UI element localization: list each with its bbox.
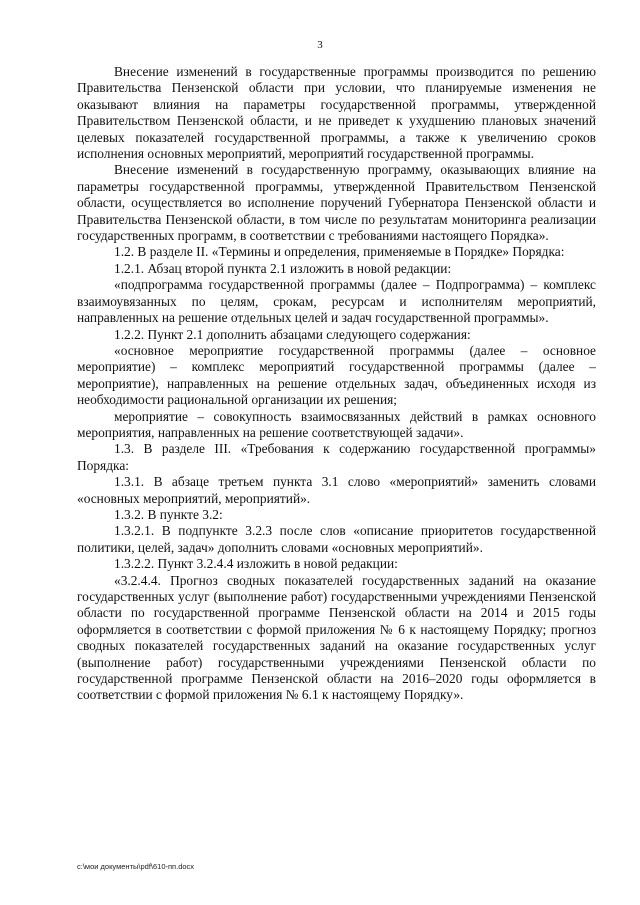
document-body: [77, 64, 596, 704]
paragraph-1-3-1: 1.3.1. В абзаце третьем пункта 3.1 слово «мероприятий» заменить словами «основных мероприятий, мероприятий».: [77, 474, 596, 506]
paragraph-1-3-2-2: 1.3.2.2. Пункт 3.2.4.4 изложить в новой редакции:: [114, 556, 398, 572]
paragraph-1-3-2-1: 1.3.2.1. В подпункте 3.2.3 после слов «описание приоритетов государственной политики, целей, задач» дополнить словами «основных мероприятий».: [77, 523, 596, 555]
paragraph-1-3-2: 1.3.2. В пункте 3.2:: [114, 506, 223, 522]
paragraph-amendment-conditions: Внесение изменений в государственные программы производится по решению Правительства Пензенской области при условии, что планируемые изменения не оказывают влияния на параметры государственной программы, утвержденной Правительством Пензенской области, и не приведет к ухудшению плановых значений целевых показателей государственной программы, а также к увеличению сроков исполнения основных мероприятий, мероприятий государственной программы.: [77, 64, 596, 162]
paragraph-1-3: 1.3. В разделе III. «Требования к содержанию государственной программы» Порядка:: [77, 441, 596, 473]
footer-file-path: c:\мои документы\pdf\610-пп.docx: [77, 862, 195, 871]
paragraph-1-2-2: 1.2.2. Пункт 2.1 дополнить абзацами следующего содержания:: [114, 326, 471, 342]
paragraph-3-2-4-4: «3.2.4.4. Прогноз сводных показателей государственных заданий на оказание государственных услуг (выполнение работ) государственными учреждениями Пензенской области по государственной программе Пензенской области на 2014 и 2015 годы оформляется в соответствии с формой приложения № 6 к настоящему Порядку; прогноз сводных показателей государственных заданий на оказание государственных услуг (выполнение работ) государственными учреждениями Пензенской области по государственной программе Пензенской области на 2016–2020 годы оформляется в соответствии с формой приложения № 6.1 к настоящему Порядку».: [77, 572, 596, 703]
paragraph-1-2: 1.2. В разделе II. «Термины и определения, применяемые в Порядке» Порядка:: [114, 244, 565, 260]
paragraph-1-2-1: 1.2.1. Абзац второй пункта 2.1 изложить в новой редакции:: [114, 260, 452, 276]
paragraph-activity-definition: мероприятие – совокупность взаимосвязанных действий в рамках основного мероприятия, направленных на решение соответствующей задачи».: [77, 408, 596, 440]
paragraph-subprogram-definition: «подпрограмма государственной программы (далее – Подпрограмма) – комплекс взаимоувязанных по целям, срокам, ресурсам и исполнителям мероприятий, направленных на решение отдельных целей и задач государственной программы».: [77, 277, 596, 326]
paragraph-amendment-influence: Внесение изменений в государственную программу, оказывающих влияние на параметры государственной программы, утвержденной Правительством Пензенской области, осуществляется во исполнение поручений Губернатора Пензенской области и Правительства Пензенской области, в том числе по результатам мониторинга реализации государственных программ, в соответствии с требованиями настоящего Порядка».: [77, 162, 596, 244]
page-number: 3: [317, 39, 323, 51]
paragraph-main-activity-definition: «основное мероприятие государственной программы (далее – основное мероприятие) – комплекс мероприятий государственной программы (далее – мероприятие), направленных на решение отдельных задач, объединенных исходя из необходимости рациональной организации их решения;: [77, 342, 596, 408]
